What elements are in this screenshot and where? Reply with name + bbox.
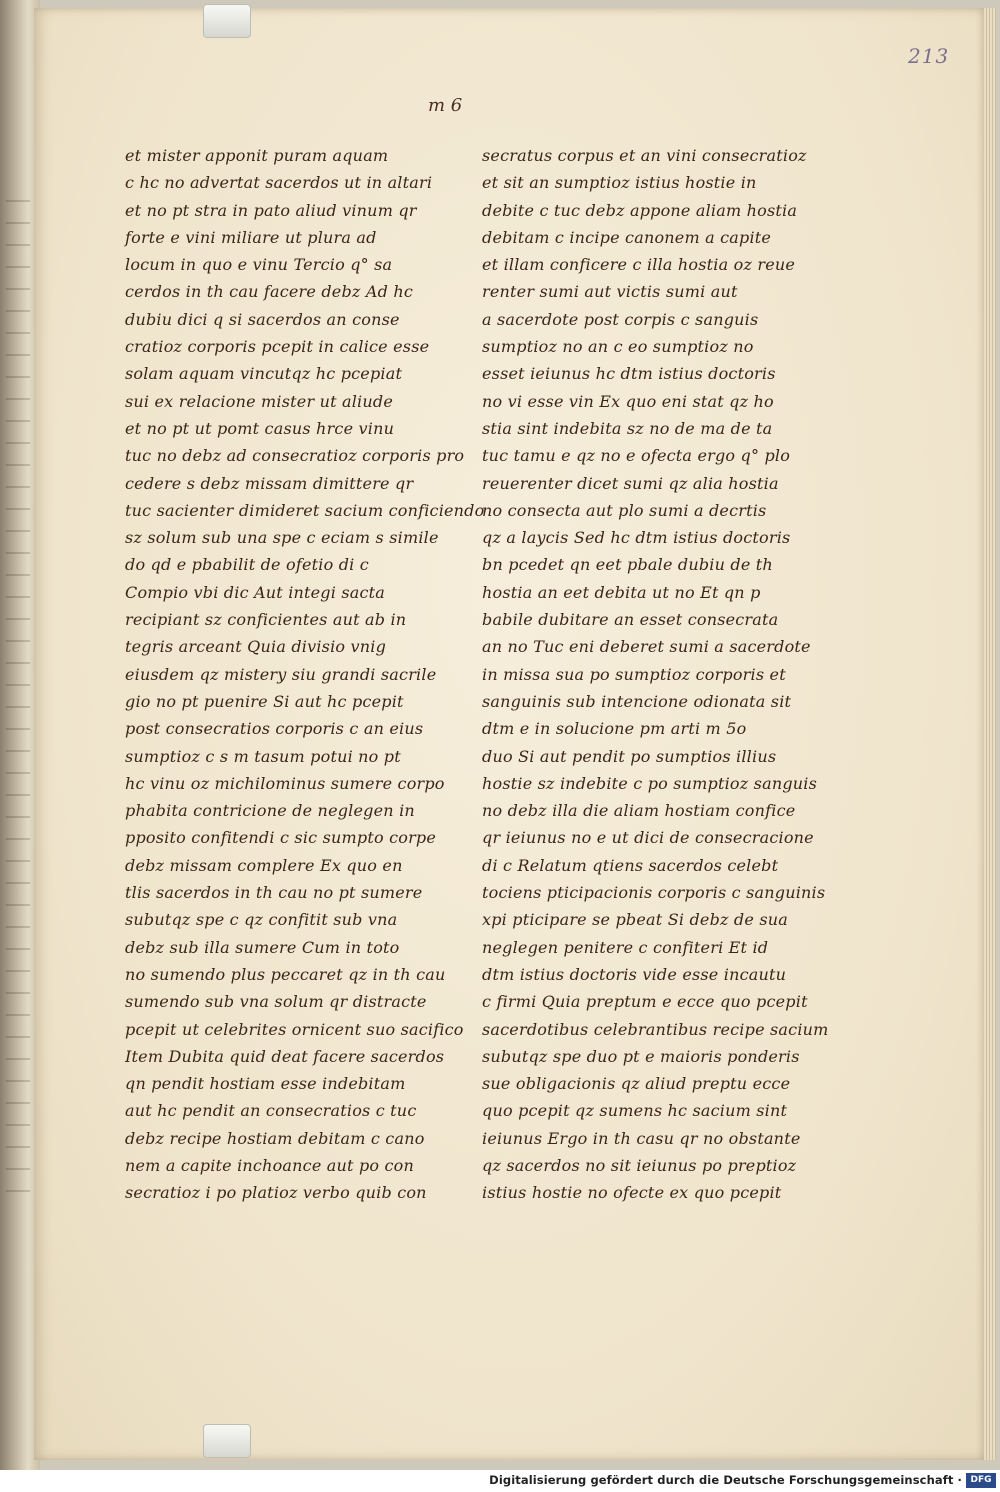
text-line: pposito confitendi c sic sumpto corpe <box>125 828 437 848</box>
text-line: Compio vbi dic Aut integi sacta <box>125 582 386 602</box>
text-line: reuerenter dicet sumi qz alia hostia <box>482 473 779 493</box>
text-line: sz solum sub una spe c eciam s simile <box>125 528 439 548</box>
text-line: sumendo sub vna solum qr distracte <box>125 992 427 1012</box>
text-line: do qd e pbabilit de ofetio di c <box>125 555 369 575</box>
text-line: et no pt ut pomt casus hrce vinu <box>125 418 395 438</box>
text-line: sacerdotibus celebrantibus recipe sacium <box>482 1019 829 1039</box>
text-line: et illam conficere c illa hostia oz reue <box>482 255 796 275</box>
text-line: qz a laycis Sed hc dtm istius doctoris <box>482 528 791 548</box>
text-line: xpi pticipare se pbeat Si debz de sua <box>482 910 788 930</box>
text-line: no consecta aut plo sumi a decrtis <box>482 500 767 520</box>
text-column-left <box>125 142 485 1207</box>
text-line: dubiu dici q si sacerdos an conse <box>125 309 400 329</box>
text-line: et no pt stra in pato aliud vinum qr <box>125 200 417 220</box>
text-line: recipiant sz conficientes aut ab in <box>125 610 407 630</box>
text-line: sumptioz c s m tasum potui no pt <box>125 746 401 766</box>
text-line: sanguinis sub intencione odionata sit <box>482 691 792 711</box>
text-line: et sit an sumptioz istius hostie in <box>482 173 757 193</box>
text-line: secratus corpus et an vini consecratioz <box>482 146 807 165</box>
text-line: sui ex relacione mister ut aliude <box>125 391 393 411</box>
text-line: post consecratios corporis c an eius <box>125 719 424 739</box>
text-line: babile dubitare an esset consecrata <box>482 610 779 630</box>
folio-number: 213 <box>908 44 950 68</box>
text-line: c firmi Quia preptum e ecce quo pcepit <box>482 992 808 1012</box>
text-line: tuc no debz ad consecratioz corporis pro <box>125 446 465 466</box>
text-line: locum in quo e vinu Tercio q° sa <box>125 255 393 275</box>
text-line: qz sacerdos no sit ieiunus po preptioz <box>482 1155 797 1175</box>
text-line: tuc tamu e qz no e ofecta ergo q° plo <box>482 446 791 466</box>
text-line: debz sub illa sumere Cum in toto <box>125 937 400 957</box>
text-line: hostie sz indebite c po sumptioz sanguis <box>482 773 818 793</box>
text-line: eiusdem qz mistery siu grandi sacrile <box>125 664 437 684</box>
text-line: di c Relatum qtiens sacerdos celebt <box>482 855 779 875</box>
text-line: tegris arceant Quia divisio vnig <box>125 637 387 657</box>
dfg-logo-icon: DFG <box>966 1473 996 1488</box>
text-line: neglegen penitere c confiteri Et id <box>482 937 769 957</box>
holding-clip-top-icon <box>203 4 251 38</box>
text-line: duo Si aut pendit po sumptios illius <box>482 746 777 766</box>
text-line: stia sint indebita sz no de ma de ta <box>482 418 773 438</box>
text-line: Item Dubita quid deat facere sacerdos <box>125 1046 445 1066</box>
text-line: hc vinu oz michilominus sumere corpo <box>125 773 445 793</box>
funding-credit: Digitalisierung gefördert durch die Deutsche Forschungsgemeinschaft · <box>489 1473 962 1487</box>
text-line: gio no pt puenire Si aut hc pcepit <box>125 691 404 711</box>
holding-clip-bottom-icon <box>203 1424 251 1458</box>
page-fore-edge <box>984 8 996 1460</box>
text-line: tociens pticipacionis corporis c sanguinis <box>482 883 826 903</box>
text-line: bn pcedet qn eet pbale dubiu de th <box>482 555 773 575</box>
text-line: sue obligacionis qz aliud preptu ecce <box>482 1074 791 1094</box>
text-line: debz recipe hostiam debitam c cano <box>125 1128 425 1148</box>
footer-bar <box>0 1470 1000 1492</box>
text-line: esset ieiunus hc dtm istius doctoris <box>482 364 776 384</box>
text-column-right <box>482 142 829 1207</box>
text-line: secratioz i po platioz verbo quib con <box>125 1183 427 1203</box>
text-line: nem a capite inchoance aut po con <box>125 1155 414 1175</box>
text-line: no vi esse vin Ex quo eni stat qz ho <box>482 391 774 411</box>
text-line: a sacerdote post corpis c sanguis <box>482 309 759 329</box>
text-line: dtm e in solucione pm arti m 5o <box>482 719 747 739</box>
text-line: debz missam complere Ex quo en <box>125 855 403 875</box>
text-line: tuc sacienter dimideret sacium conficiendo <box>125 500 485 520</box>
text-line: subutqz spe duo pt e maioris ponderis <box>482 1046 800 1066</box>
text-line: in missa sua po sumptioz corporis et <box>482 664 786 684</box>
text-line: forte e vini miliare ut plura ad <box>125 227 377 247</box>
text-line: an no Tuc eni deberet sumi a sacerdote <box>482 637 811 657</box>
text-line: c hc no advertat sacerdos ut in altari <box>125 173 433 193</box>
text-line: istius hostie no ofecte ex quo pcepit <box>482 1183 782 1203</box>
text-line: cerdos in th cau facere debz Ad hc <box>125 282 413 302</box>
text-line: et mister apponit puram aquam <box>125 146 389 165</box>
text-line: hostia an eet debita ut no Et qn p <box>482 582 761 602</box>
text-line: aut hc pendit an consecratios c tuc <box>125 1101 417 1121</box>
text-line: phabita contricione de neglegen in <box>125 801 415 821</box>
text-line: cratioz corporis pcepit in calice esse <box>125 337 430 357</box>
text-line: no sumendo plus peccaret qz in th cau <box>125 964 446 984</box>
text-line: debite c tuc debz appone aliam hostia <box>482 200 798 220</box>
text-line: qn pendit hostiam esse indebitam <box>125 1074 406 1094</box>
text-line: qr ieiunus no e ut dici de consecracione <box>482 828 814 848</box>
text-line: debitam c incipe canonem a capite <box>482 227 772 247</box>
text-line: ieiunus Ergo in th casu qr no obstante <box>482 1128 801 1148</box>
text-line: cedere s debz missam dimittere qr <box>125 473 414 493</box>
text-line: pcepit ut celebrites ornicent suo sacifico <box>125 1019 464 1039</box>
text-line: sumptioz no an c eo sumptioz no <box>482 337 754 357</box>
text-line: renter sumi aut victis sumi aut <box>482 282 738 302</box>
quire-mark: m 6 <box>428 95 463 116</box>
text-line: tlis sacerdos in th cau no pt sumere <box>125 883 423 903</box>
facing-page-text-edge <box>6 200 30 1200</box>
text-line: subutqz spe c qz confitit sub vna <box>125 910 398 930</box>
text-line: no debz illa die aliam hostiam confice <box>482 801 796 821</box>
text-line: dtm istius doctoris vide esse incautu <box>482 964 787 984</box>
text-line: quo pcepit qz sumens hc sacium sint <box>482 1101 788 1121</box>
text-line: solam aquam vincutqz hc pcepiat <box>125 364 403 384</box>
